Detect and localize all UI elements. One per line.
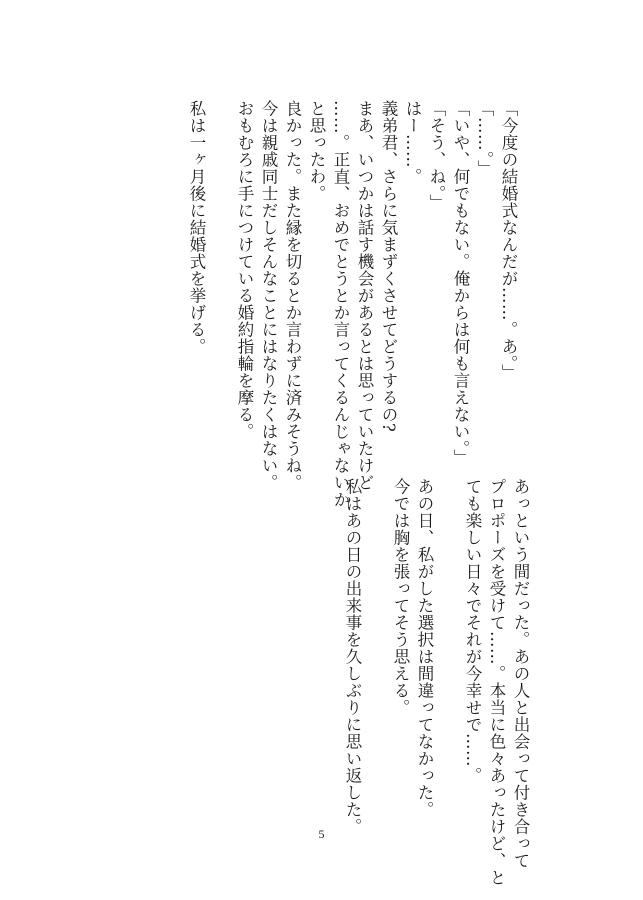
upper-text-block (184, 100, 520, 508)
text-line: 「……。」 (475, 100, 494, 177)
text-line: ……。正直、おめでとうとか言ってくるんじゃないか (331, 100, 350, 508)
blank-line (364, 478, 388, 838)
text-line: 今は親戚同士だしそんなことにはなりたくはない。 (259, 100, 278, 491)
text-line: 今では胸を張ってそう思える。 (391, 478, 410, 716)
blank-line (208, 100, 232, 460)
text-line: はー……。 (403, 100, 422, 185)
blank-line (436, 478, 460, 838)
text-line: 私は一ヶ月後に結婚式を挙げる。 (187, 100, 206, 355)
text-line: 「そう、ね。」 (427, 100, 446, 211)
text-line: 「いや、何でもない。俺からは何も言えない。」 (451, 100, 470, 466)
text-line: あの日、私がした選択は間違ってなかった。 (415, 478, 434, 818)
text-line: おもむろに手につけている婚約指輪を摩る。 (235, 100, 254, 440)
text-line: 良かった。また縁を切るとか言わずに済みそうね。 (283, 100, 302, 491)
text-line: まあ、いつかは話す機会があるとは思っていたけど (355, 100, 374, 491)
text-line: ても楽しい日々でそれが今幸せで……。 (463, 478, 482, 784)
text-line: プロポーズを受けて……。本当に色々あったけど、と (487, 478, 506, 886)
lower-text-block (340, 478, 532, 886)
text-line: と思ったわ。 (307, 100, 326, 202)
text-line: 私はあの日の出来事を久しぶりに思い返した。 (343, 478, 362, 835)
text-line: あっという間だった。あの人と出会って付き合って (511, 478, 530, 869)
page-number: 5 (318, 827, 325, 841)
text-line: 「今度の結婚式なんだが……。あ。」 (499, 100, 518, 381)
text-line: 義弟君、さらに気まずくさせてどうするの? (379, 100, 398, 433)
